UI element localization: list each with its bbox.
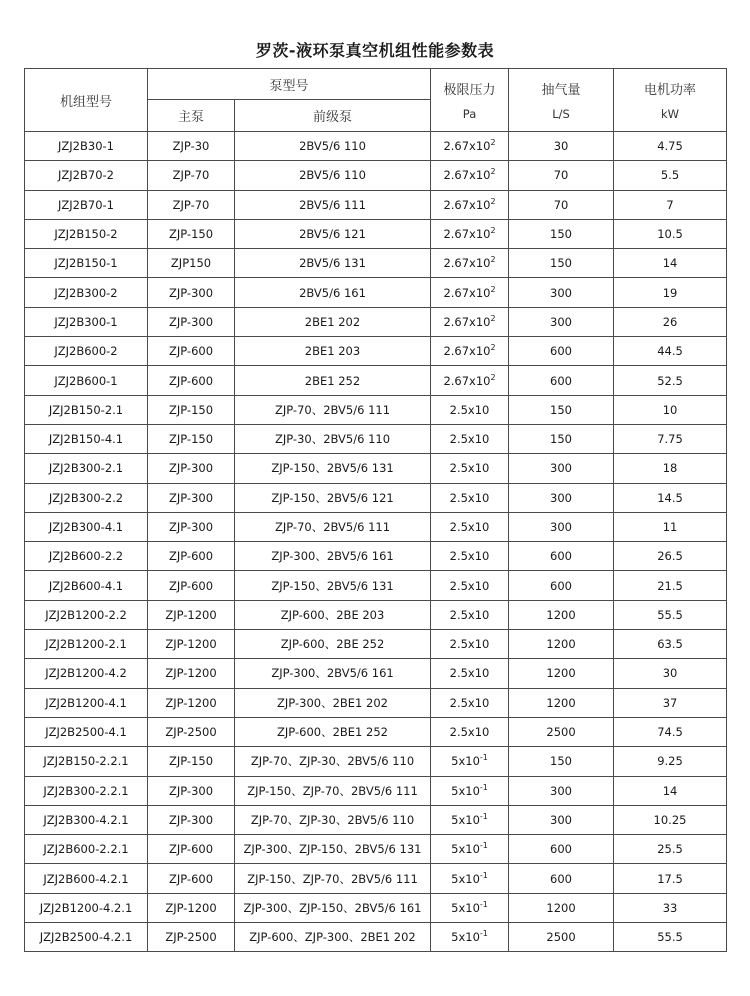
cell-power: 14.5 — [614, 483, 727, 512]
cell-pressure — [431, 923, 509, 952]
cell-pre-pump: ZJP-150、2BV5/6 131 — [235, 454, 431, 483]
cell-model: JZJ2B150-4.1 — [25, 424, 148, 453]
header-power — [614, 69, 727, 132]
cell-model: JZJ2B1200-2.2 — [25, 600, 148, 629]
pressure-base: 5x10 — [451, 900, 480, 915]
cell-model: JZJ2B600-2.2 — [25, 542, 148, 571]
table-row — [25, 923, 727, 952]
pressure-base: 2.5x10 — [449, 549, 490, 564]
cell-flow: 30 — [509, 132, 614, 161]
pressure-exponent: -1 — [479, 870, 488, 880]
cell-pre-pump: 2BV5/6 111 — [235, 190, 431, 219]
cell-model: JZJ2B1200-4.2.1 — [25, 893, 148, 922]
cell-model: JZJ2B300-4.1 — [25, 512, 148, 541]
pressure-base: 5x10 — [451, 842, 480, 857]
cell-pre-pump: ZJP-70、2BV5/6 111 — [235, 395, 431, 424]
pressure-base: 2.5x10 — [449, 725, 490, 740]
cell-model: JZJ2B1200-4.1 — [25, 688, 148, 717]
table-row — [25, 512, 727, 541]
header-main-pump: 主泵 — [148, 100, 235, 132]
cell-flow: 600 — [509, 835, 614, 864]
cell-power: 74.5 — [614, 717, 727, 746]
pressure-base: 5x10 — [451, 871, 480, 886]
cell-power: 44.5 — [614, 337, 727, 366]
table-header — [25, 69, 727, 132]
cell-flow: 600 — [509, 542, 614, 571]
cell-pressure — [431, 659, 509, 688]
cell-flow: 2500 — [509, 717, 614, 746]
cell-pressure — [431, 483, 509, 512]
cell-pre-pump: ZJP-300、ZJP-150、2BV5/6 131 — [235, 835, 431, 864]
pressure-base: 2.5x10 — [449, 432, 490, 447]
pressure-base: 2.67x10 — [443, 139, 491, 154]
table-row — [25, 747, 727, 776]
cell-power: 17.5 — [614, 864, 727, 893]
pressure-exponent: 2 — [490, 255, 496, 265]
pressure-exponent: 2 — [490, 343, 496, 353]
cell-pre-pump: ZJP-600、2BE 203 — [235, 600, 431, 629]
cell-model: JZJ2B30-1 — [25, 132, 148, 161]
cell-power: 26.5 — [614, 542, 727, 571]
cell-main-pump: ZJP-30 — [148, 132, 235, 161]
cell-power: 5.5 — [614, 161, 727, 190]
pressure-base: 2.5x10 — [449, 461, 490, 476]
cell-pre-pump: ZJP-70、ZJP-30、2BV5/6 110 — [235, 747, 431, 776]
cell-main-pump: ZJP-1200 — [148, 893, 235, 922]
table-row — [25, 630, 727, 659]
cell-power: 10.5 — [614, 219, 727, 248]
table-row — [25, 132, 727, 161]
table-row — [25, 571, 727, 600]
cell-flow: 1200 — [509, 893, 614, 922]
table-row — [25, 776, 727, 805]
header-pressure-label: 极限压力 — [443, 83, 496, 98]
cell-power: 25.5 — [614, 835, 727, 864]
cell-pressure — [431, 600, 509, 629]
cell-pre-pump: ZJP-300、2BV5/6 161 — [235, 542, 431, 571]
cell-pressure — [431, 512, 509, 541]
cell-main-pump: ZJP-150 — [148, 395, 235, 424]
cell-model: JZJ2B300-2.2.1 — [25, 776, 148, 805]
table-row — [25, 542, 727, 571]
cell-pressure — [431, 835, 509, 864]
header-flow-label: 抽气量 — [541, 83, 581, 98]
cell-flow: 300 — [509, 483, 614, 512]
pressure-base: 2.67x10 — [443, 314, 491, 329]
cell-power: 19 — [614, 278, 727, 307]
cell-model: JZJ2B300-2.1 — [25, 454, 148, 483]
cell-model: JZJ2B150-2.1 — [25, 395, 148, 424]
header-pressure — [431, 69, 509, 132]
table-row — [25, 249, 727, 278]
cell-model: JZJ2B300-2 — [25, 278, 148, 307]
pressure-exponent: 2 — [490, 138, 496, 148]
cell-model: JZJ2B600-1 — [25, 366, 148, 395]
table-row — [25, 337, 727, 366]
page-title: 罗茨-液环泵真空机组性能参数表 — [255, 41, 495, 60]
cell-main-pump: ZJP-600 — [148, 864, 235, 893]
cell-main-pump: ZJP-2500 — [148, 717, 235, 746]
cell-power: 14 — [614, 776, 727, 805]
table-row — [25, 659, 727, 688]
cell-main-pump: ZJP-300 — [148, 776, 235, 805]
table-row — [25, 161, 727, 190]
cell-pressure — [431, 161, 509, 190]
table-row — [25, 600, 727, 629]
cell-power: 63.5 — [614, 630, 727, 659]
cell-pre-pump: 2BE1 252 — [235, 366, 431, 395]
cell-model: JZJ2B300-4.2.1 — [25, 805, 148, 834]
cell-flow: 300 — [509, 805, 614, 834]
cell-model: JZJ2B600-2 — [25, 337, 148, 366]
header-pressure-unit: Pa — [462, 107, 477, 121]
cell-main-pump: ZJP-300 — [148, 512, 235, 541]
cell-main-pump: ZJP-1200 — [148, 659, 235, 688]
cell-main-pump: ZJP-600 — [148, 835, 235, 864]
cell-pre-pump: ZJP-70、2BV5/6 111 — [235, 512, 431, 541]
cell-pressure — [431, 630, 509, 659]
cell-model: JZJ2B150-2.2.1 — [25, 747, 148, 776]
cell-pressure — [431, 776, 509, 805]
cell-pressure — [431, 424, 509, 453]
pressure-exponent: 2 — [490, 372, 496, 382]
pressure-base: 2.67x10 — [443, 256, 491, 271]
cell-pressure — [431, 542, 509, 571]
cell-flow: 1200 — [509, 600, 614, 629]
pressure-exponent: 2 — [490, 196, 496, 206]
cell-power: 52.5 — [614, 366, 727, 395]
cell-main-pump: ZJP-1200 — [148, 688, 235, 717]
pressure-exponent: 2 — [490, 167, 496, 177]
header-power-label: 电机功率 — [644, 83, 697, 98]
cell-main-pump: ZJP-300 — [148, 278, 235, 307]
cell-pre-pump: ZJP-150、ZJP-70、2BV5/6 111 — [235, 864, 431, 893]
cell-main-pump: ZJP-300 — [148, 454, 235, 483]
cell-power: 55.5 — [614, 600, 727, 629]
cell-flow: 1200 — [509, 630, 614, 659]
cell-main-pump: ZJP150 — [148, 249, 235, 278]
cell-power: 18 — [614, 454, 727, 483]
cell-main-pump: ZJP-300 — [148, 805, 235, 834]
cell-power: 4.75 — [614, 132, 727, 161]
pressure-base: 2.67x10 — [443, 168, 491, 183]
pressure-base: 2.5x10 — [449, 695, 490, 710]
cell-power: 9.25 — [614, 747, 727, 776]
cell-model: JZJ2B300-1 — [25, 307, 148, 336]
table-row — [25, 483, 727, 512]
header-flow-unit: L/S — [552, 107, 570, 121]
pressure-base: 2.67x10 — [443, 197, 491, 212]
cell-pre-pump: ZJP-150、2BV5/6 131 — [235, 571, 431, 600]
cell-flow: 600 — [509, 366, 614, 395]
cell-main-pump: ZJP-150 — [148, 219, 235, 248]
cell-pressure — [431, 307, 509, 336]
pressure-exponent: -1 — [479, 899, 488, 909]
table-row — [25, 805, 727, 834]
cell-power: 7 — [614, 190, 727, 219]
cell-model: JZJ2B600-4.2.1 — [25, 864, 148, 893]
pressure-exponent: -1 — [479, 753, 488, 763]
pressure-exponent: -1 — [479, 841, 488, 851]
cell-main-pump: ZJP-600 — [148, 571, 235, 600]
cell-pre-pump: 2BE1 202 — [235, 307, 431, 336]
cell-pre-pump: ZJP-300、2BV5/6 161 — [235, 659, 431, 688]
cell-main-pump: ZJP-70 — [148, 161, 235, 190]
parameter-table — [24, 68, 727, 952]
pressure-base: 5x10 — [451, 930, 480, 945]
cell-model: JZJ2B1200-4.2 — [25, 659, 148, 688]
pressure-exponent: 2 — [490, 313, 496, 323]
cell-pre-pump: 2BV5/6 110 — [235, 161, 431, 190]
cell-power: 11 — [614, 512, 727, 541]
table-row — [25, 219, 727, 248]
pressure-base: 2.67x10 — [443, 344, 491, 359]
cell-power: 14 — [614, 249, 727, 278]
cell-pre-pump: ZJP-600、ZJP-300、2BE1 202 — [235, 923, 431, 952]
cell-pre-pump: 2BV5/6 110 — [235, 132, 431, 161]
cell-pressure — [431, 337, 509, 366]
header-power-unit: kW — [661, 107, 680, 121]
cell-pressure — [431, 571, 509, 600]
pressure-base: 5x10 — [451, 783, 480, 798]
cell-model: JZJ2B300-2.2 — [25, 483, 148, 512]
table-row — [25, 190, 727, 219]
cell-pressure — [431, 805, 509, 834]
cell-pressure — [431, 864, 509, 893]
cell-pre-pump: ZJP-300、2BE1 202 — [235, 688, 431, 717]
cell-pre-pump: 2BV5/6 161 — [235, 278, 431, 307]
table-body — [25, 132, 727, 952]
cell-model: JZJ2B150-1 — [25, 249, 148, 278]
pressure-base: 2.5x10 — [449, 402, 490, 417]
cell-flow: 300 — [509, 512, 614, 541]
cell-flow: 150 — [509, 747, 614, 776]
cell-flow: 300 — [509, 307, 614, 336]
header-pump-type: 泵型号 — [148, 69, 431, 100]
cell-power: 30 — [614, 659, 727, 688]
pressure-base: 2.5x10 — [449, 490, 490, 505]
cell-pressure — [431, 454, 509, 483]
cell-pressure — [431, 893, 509, 922]
cell-power: 37 — [614, 688, 727, 717]
cell-pre-pump: ZJP-150、2BV5/6 121 — [235, 483, 431, 512]
cell-flow: 300 — [509, 776, 614, 805]
cell-power: 33 — [614, 893, 727, 922]
pressure-base: 2.5x10 — [449, 637, 490, 652]
table-row — [25, 307, 727, 336]
cell-pre-pump: ZJP-600、2BE 252 — [235, 630, 431, 659]
cell-model: JZJ2B600-2.2.1 — [25, 835, 148, 864]
cell-pressure — [431, 278, 509, 307]
cell-pre-pump: 2BV5/6 131 — [235, 249, 431, 278]
cell-model: JZJ2B70-1 — [25, 190, 148, 219]
cell-model: JZJ2B2500-4.1 — [25, 717, 148, 746]
cell-main-pump: ZJP-70 — [148, 190, 235, 219]
cell-pre-pump: ZJP-600、2BE1 252 — [235, 717, 431, 746]
cell-flow: 300 — [509, 454, 614, 483]
cell-pre-pump: 2BV5/6 121 — [235, 219, 431, 248]
cell-flow: 2500 — [509, 923, 614, 952]
cell-power: 55.5 — [614, 923, 727, 952]
pressure-exponent: 2 — [490, 226, 496, 236]
table-row — [25, 893, 727, 922]
table-row — [25, 395, 727, 424]
table-row — [25, 424, 727, 453]
cell-flow: 600 — [509, 571, 614, 600]
cell-main-pump: ZJP-1200 — [148, 630, 235, 659]
cell-power: 10.25 — [614, 805, 727, 834]
pressure-exponent: -1 — [479, 929, 488, 939]
cell-main-pump: ZJP-150 — [148, 424, 235, 453]
cell-pressure — [431, 132, 509, 161]
header-flow — [509, 69, 614, 132]
cell-pre-pump: ZJP-150、ZJP-70、2BV5/6 111 — [235, 776, 431, 805]
pressure-base: 2.67x10 — [443, 373, 491, 388]
table-row — [25, 835, 727, 864]
pressure-base: 2.67x10 — [443, 227, 491, 242]
cell-pressure — [431, 219, 509, 248]
pressure-base: 2.67x10 — [443, 285, 491, 300]
cell-main-pump: ZJP-600 — [148, 337, 235, 366]
header-pre-pump: 前级泵 — [235, 100, 431, 132]
cell-pressure — [431, 366, 509, 395]
cell-power: 26 — [614, 307, 727, 336]
cell-main-pump: ZJP-2500 — [148, 923, 235, 952]
cell-main-pump: ZJP-300 — [148, 483, 235, 512]
cell-main-pump: ZJP-1200 — [148, 600, 235, 629]
cell-flow: 1200 — [509, 688, 614, 717]
cell-model: JZJ2B2500-4.2.1 — [25, 923, 148, 952]
header-model: 机组型号 — [25, 69, 148, 132]
cell-pre-pump: ZJP-70、ZJP-30、2BV5/6 110 — [235, 805, 431, 834]
pressure-base: 2.5x10 — [449, 607, 490, 622]
pressure-exponent: 2 — [490, 284, 496, 294]
pressure-base: 5x10 — [451, 812, 480, 827]
pressure-exponent: -1 — [479, 811, 488, 821]
cell-power: 7.75 — [614, 424, 727, 453]
cell-flow: 70 — [509, 161, 614, 190]
cell-pre-pump: ZJP-300、ZJP-150、2BV5/6 161 — [235, 893, 431, 922]
cell-flow: 150 — [509, 424, 614, 453]
table-row — [25, 864, 727, 893]
cell-flow: 300 — [509, 278, 614, 307]
table-row — [25, 717, 727, 746]
cell-main-pump: ZJP-600 — [148, 542, 235, 571]
cell-pressure — [431, 249, 509, 278]
cell-pressure — [431, 190, 509, 219]
table-row — [25, 366, 727, 395]
pressure-base: 2.5x10 — [449, 666, 490, 681]
cell-pressure — [431, 747, 509, 776]
pressure-base: 2.5x10 — [449, 520, 490, 534]
cell-model: JZJ2B1200-2.1 — [25, 630, 148, 659]
cell-power: 10 — [614, 395, 727, 424]
cell-pressure — [431, 688, 509, 717]
cell-flow: 1200 — [509, 659, 614, 688]
cell-flow: 150 — [509, 249, 614, 278]
table-row — [25, 454, 727, 483]
cell-flow: 600 — [509, 337, 614, 366]
cell-power: 21.5 — [614, 571, 727, 600]
cell-model: JZJ2B600-4.1 — [25, 571, 148, 600]
table-row — [25, 278, 727, 307]
cell-pre-pump: ZJP-30、2BV5/6 110 — [235, 424, 431, 453]
pressure-base: 2.5x10 — [449, 578, 490, 593]
pressure-exponent: -1 — [479, 782, 488, 792]
cell-main-pump: ZJP-150 — [148, 747, 235, 776]
cell-flow: 70 — [509, 190, 614, 219]
cell-model: JZJ2B70-2 — [25, 161, 148, 190]
cell-flow: 150 — [509, 395, 614, 424]
cell-pre-pump: 2BE1 203 — [235, 337, 431, 366]
cell-model: JZJ2B150-2 — [25, 219, 148, 248]
cell-main-pump: ZJP-300 — [148, 307, 235, 336]
cell-pressure — [431, 395, 509, 424]
cell-flow: 600 — [509, 864, 614, 893]
cell-flow: 150 — [509, 219, 614, 248]
table-row — [25, 688, 727, 717]
pressure-base: 5x10 — [451, 754, 480, 769]
cell-pressure — [431, 717, 509, 746]
cell-main-pump: ZJP-600 — [148, 366, 235, 395]
